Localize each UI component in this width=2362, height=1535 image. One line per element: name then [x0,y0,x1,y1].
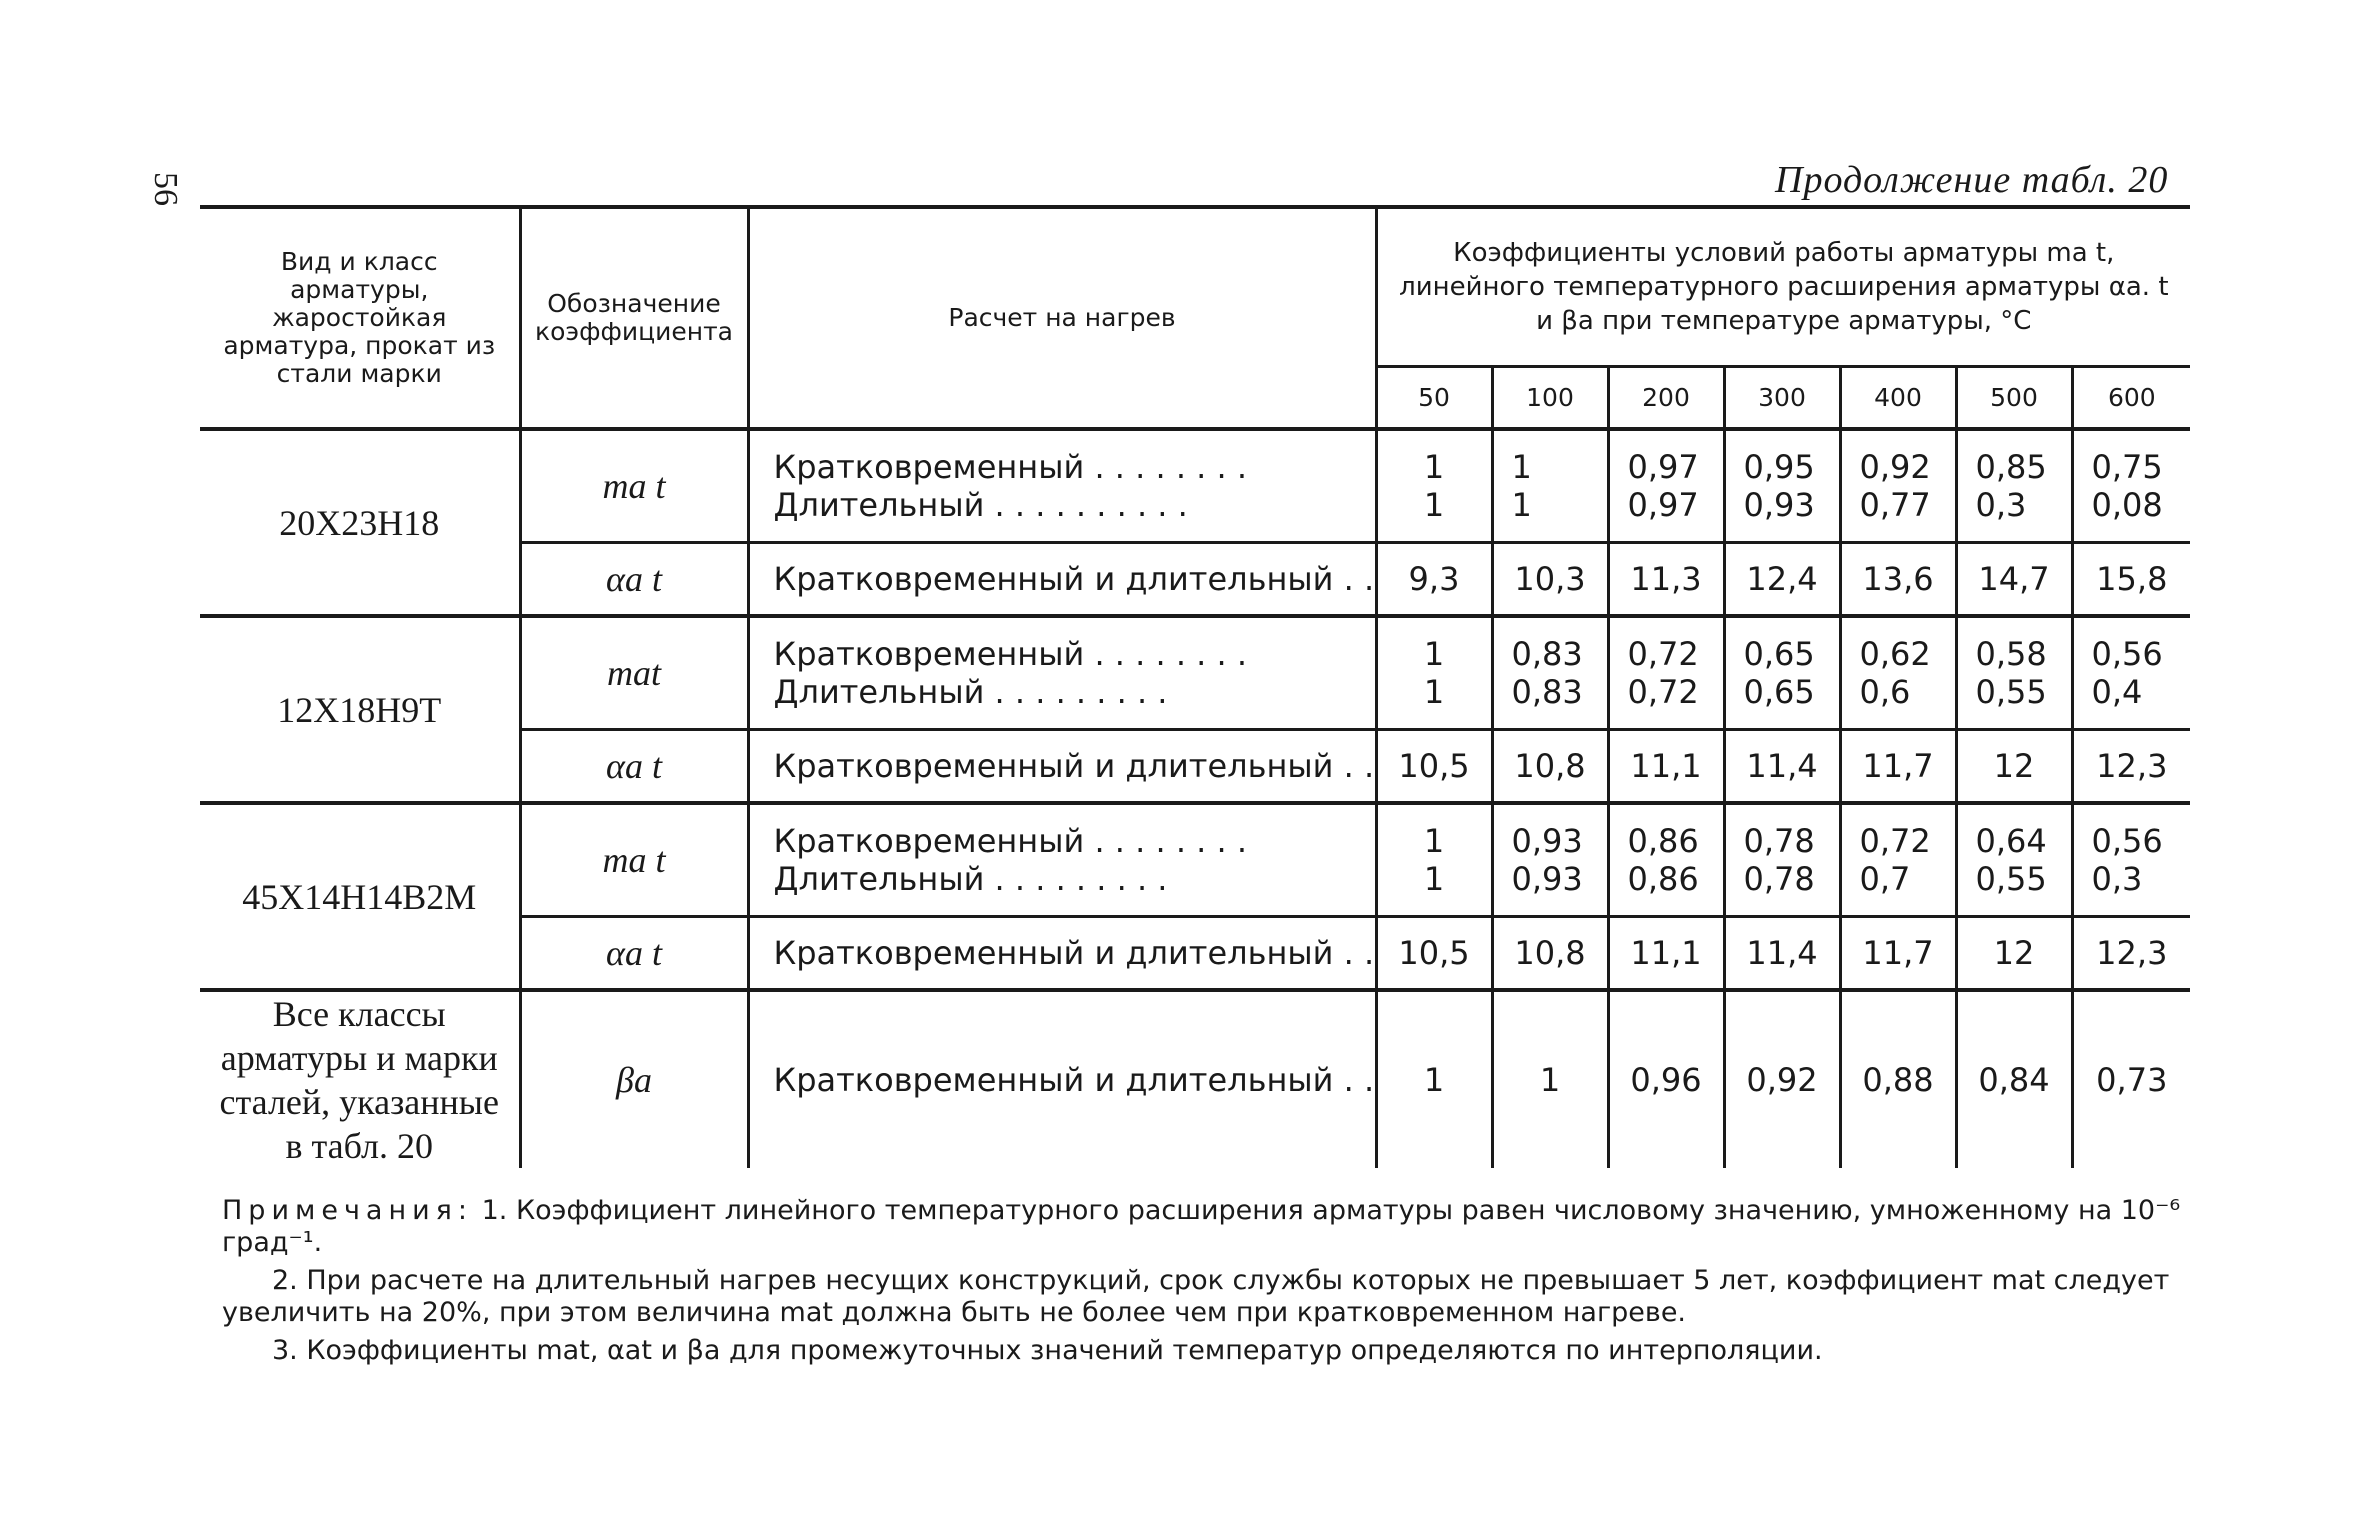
value-line: 12,3 [2096,747,2168,785]
value-line: 0,55 [1975,673,2047,711]
value-line: 0,3 [2091,860,2143,898]
value-line: 0,85 [1975,448,2047,486]
value-line: 0,08 [2091,486,2163,524]
value-line: 0,78 [1743,860,1815,898]
header-coefficient: Обозначение коэффициента [520,207,748,429]
calculation-type [748,429,1376,543]
value-cell [1956,803,2072,917]
value-line: 12 [1993,747,2035,785]
temperature-header: 100 [1492,367,1608,429]
calculation-line: Кратковременный и длительный . . [773,747,1375,785]
value-cell [1492,429,1608,543]
value-cell [1724,990,1840,1168]
value-cell [1724,616,1840,730]
value-cell [2072,730,2190,804]
value-cell [1840,730,1956,804]
value-cell [1840,616,1956,730]
value-cell [1376,803,1492,917]
value-cell [1376,543,1492,617]
value-cell [1724,917,1840,991]
coefficient-symbol: αа t [520,543,748,617]
value-line: 10,5 [1398,934,1470,972]
calculation-line: Кратковременный . . . . . . . . [773,635,1248,673]
value-line: 0,56 [2091,822,2163,860]
value-cell [1608,803,1724,917]
value-line: 0,64 [1975,822,2047,860]
value-cell [2072,917,2190,991]
value-line: 0,75 [2091,448,2163,486]
value-cell [1724,803,1840,917]
calculation-line: Кратковременный и длительный . . [773,1061,1375,1099]
steel-grade: 20Х23Н18 [200,429,520,616]
value-line: 1 [1511,448,1532,486]
value-cell [2072,429,2190,543]
value-line: 1 [1423,448,1445,486]
value-line: 9,3 [1408,560,1460,598]
value-line: 0,6 [1859,673,1911,711]
header-steel: Вид и класс арматуры, жаростойкая арматура, прокат из стали марки [200,207,520,429]
value-line: 0,3 [1975,486,2027,524]
steel-grade: 12Х18Н9Т [200,616,520,803]
value-cell [2072,803,2190,917]
value-cell [1840,990,1956,1168]
value-line: 0,96 [1630,1061,1702,1099]
temperature-header: 500 [1956,367,2072,429]
value-line: 11,1 [1630,747,1702,785]
value-line: 0,88 [1862,1061,1934,1099]
value-cell [1492,917,1608,991]
value-line: 0,97 [1627,486,1699,524]
value-cell [1376,917,1492,991]
temperature-header: 200 [1608,367,1724,429]
value-cell [1492,543,1608,617]
value-line: 12,4 [1746,560,1818,598]
value-line: 1 [1423,860,1445,898]
value-line: 10,8 [1514,934,1586,972]
value-cell [1724,730,1840,804]
value-line: 13,6 [1862,560,1934,598]
value-cell [1840,803,1956,917]
value-cell [1956,616,2072,730]
header-calculation: Расчет на нагрев [748,207,1376,429]
temperature-header: 600 [2072,367,2190,429]
table-continuation-title: Продолжение табл. 20 [1775,159,2169,201]
value-line: 1 [1511,486,1532,524]
value-cell [1956,429,2072,543]
coefficient-symbol: mаt [520,616,748,730]
value-line: 0,93 [1511,860,1583,898]
table-row [200,990,2190,1168]
calculation-type [748,730,1376,804]
value-line: 0,73 [2096,1061,2168,1099]
value-cell [1608,917,1724,991]
value-line: 1 [1423,822,1445,860]
value-line: 11,7 [1862,747,1934,785]
value-cell [1840,543,1956,617]
value-cell [1956,990,2072,1168]
table-row [200,616,2190,730]
notes [222,1195,2207,1373]
value-cell [1376,616,1492,730]
value-line: 0,77 [1859,486,1931,524]
value-line: 0,86 [1627,860,1699,898]
value-cell [1608,616,1724,730]
value-line: 10,8 [1514,747,1586,785]
value-line: 15,8 [2096,560,2168,598]
table-row [200,803,2190,917]
value-line: 0,95 [1743,448,1815,486]
value-cell [1840,429,1956,543]
calculation-type [748,803,1376,917]
value-line: 0,93 [1511,822,1583,860]
value-line: 0,83 [1511,635,1583,673]
coefficient-symbol: mа t [520,429,748,543]
value-line: 1 [1423,673,1445,711]
value-line: 0,84 [1978,1061,2050,1099]
value-line: 14,7 [1978,560,2050,598]
value-line: 0,72 [1627,635,1699,673]
value-line: 11,4 [1746,747,1818,785]
calculation-type [748,543,1376,617]
value-line: 1 [1423,635,1445,673]
value-line: 0,56 [2091,635,2163,673]
value-line: 12 [1993,934,2035,972]
value-cell [1608,543,1724,617]
value-line: 0,65 [1743,673,1815,711]
steel-grade: 45Х14Н14В2М [200,803,520,990]
value-line: 0,92 [1859,448,1931,486]
value-cell [1376,429,1492,543]
value-cell [1608,990,1724,1168]
value-line: 0,7 [1859,860,1911,898]
header-coefficients-group: Коэффициенты условий работы арматуры mа t, линейного температурного расширения арматуры αа. t и βа при температуре арматуры, °С [1376,207,2190,367]
temperature-header: 50 [1376,367,1492,429]
note-1: Примечания: 1. Коэффициент линейного температурного расширения арматуры равен числовому значению, умноженному на 10⁻⁶ град⁻¹. [222,1195,2181,1258]
value-cell [1492,990,1608,1168]
value-line: 0,58 [1975,635,2047,673]
calculation-type [748,917,1376,991]
coefficient-symbol: αа t [520,917,748,991]
value-cell [1840,917,1956,991]
value-cell [1724,543,1840,617]
temperature-header: 400 [1840,367,1956,429]
value-cell [1956,917,2072,991]
value-line: 11,7 [1862,934,1934,972]
value-line: 0,62 [1859,635,1931,673]
value-line: 1 [1423,486,1445,524]
coefficient-symbol: αа t [520,730,748,804]
value-line: 0,72 [1627,673,1699,711]
calculation-type [748,616,1376,730]
value-line: 1 [1423,1061,1445,1099]
value-cell [2072,543,2190,617]
value-line: 11,3 [1630,560,1702,598]
value-cell [1492,803,1608,917]
value-cell [1376,730,1492,804]
value-cell [1608,429,1724,543]
coefficients-table-wrapper [200,205,2190,1168]
value-cell [1376,990,1492,1168]
value-cell [2072,990,2190,1168]
calculation-line: Длительный . . . . . . . . . . [773,486,1188,524]
value-line: 1 [1539,1061,1561,1099]
calculation-line: Кратковременный . . . . . . . . [773,448,1248,486]
value-line: 0,92 [1746,1061,1818,1099]
value-line: 0,4 [2091,673,2143,711]
value-line: 0,65 [1743,635,1815,673]
value-line: 0,55 [1975,860,2047,898]
coefficient-symbol: βа [520,990,748,1168]
value-cell [1492,730,1608,804]
value-line: 0,83 [1511,673,1583,711]
value-line: 0,93 [1743,486,1815,524]
coefficients-table [200,205,2190,1168]
calculation-line: Кратковременный . . . . . . . . [773,822,1248,860]
value-cell [2072,616,2190,730]
notes-label: Примечания: [222,1195,474,1226]
temperature-header: 300 [1724,367,1840,429]
steel-grade: Все классы арматуры и марки сталей, указанные в табл. 20 [200,990,520,1168]
value-line: 10,3 [1514,560,1586,598]
calculation-line: Кратковременный и длительный . . [773,934,1375,972]
value-line: 11,1 [1630,934,1702,972]
value-cell [1492,616,1608,730]
note-3: 3. Коэффициенты mаt, αаt и βа для промежуточных значений температур определяются по интерполяции. [272,1335,1823,1366]
value-line: 11,4 [1746,934,1818,972]
coefficient-symbol: mа t [520,803,748,917]
value-line: 10,5 [1398,747,1470,785]
calculation-type [748,990,1376,1168]
value-cell [1608,730,1724,804]
value-line: 0,97 [1627,448,1699,486]
note-2: 2. При расчете на длительный нагрев несущих конструкций, срок службы которых не превышает 5 лет, коэффициент mаt следует увеличить на 20%, при этом величина mаt должна быть не более чем при кратковременном нагреве. [222,1265,2170,1328]
value-line: 12,3 [2096,934,2168,972]
value-line: 0,72 [1859,822,1931,860]
calculation-line: Длительный . . . . . . . . . [773,860,1168,898]
value-line: 0,78 [1743,822,1815,860]
value-cell [1724,429,1840,543]
calculation-line: Длительный . . . . . . . . . [773,673,1168,711]
value-line: 0,86 [1627,822,1699,860]
calculation-line: Кратковременный и длительный . . [773,560,1375,598]
page-number: 56 [147,172,184,206]
table-row [200,429,2190,543]
value-cell [1956,543,2072,617]
value-cell [1956,730,2072,804]
